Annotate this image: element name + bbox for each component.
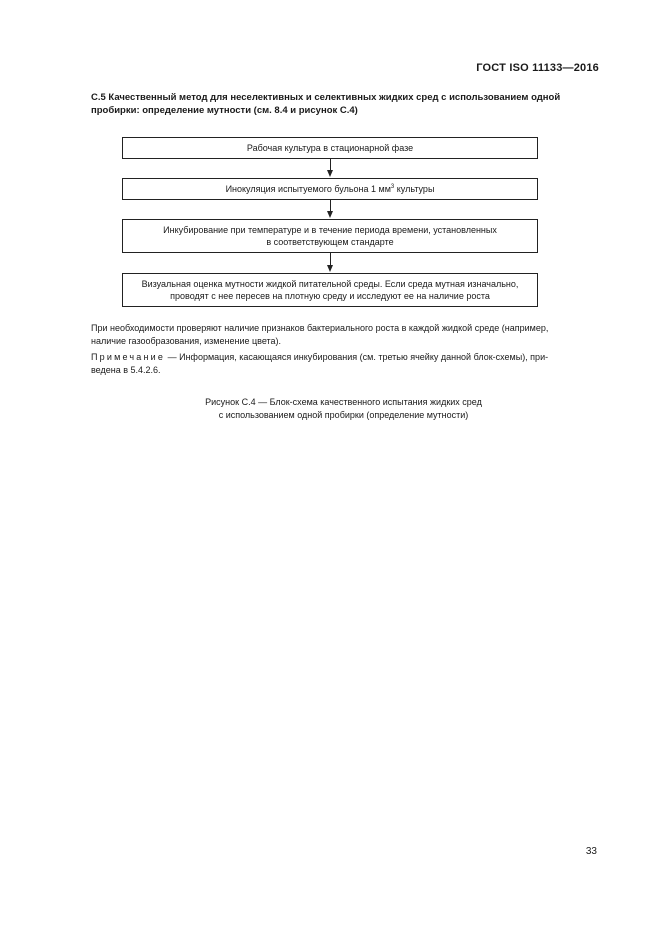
note-paragraph bbox=[91, 351, 596, 377]
note-text-1: — Информация, касающаяся инкубирования (см. третью ячейку данной блок-схемы), при- bbox=[165, 352, 549, 362]
flowchart-step-2-main: Инокуляция испытуемого бульона 1 мм bbox=[225, 184, 391, 194]
body-paragraph-line-2: наличие газообразования, изменение цвета). bbox=[91, 336, 282, 346]
page-number: 33 bbox=[585, 846, 597, 857]
document-code: ГОСТ ISO 11133—2016 bbox=[476, 62, 599, 74]
flowchart-step-2 bbox=[122, 178, 538, 200]
flowchart bbox=[122, 137, 540, 309]
figure-caption bbox=[91, 396, 596, 422]
flowchart-step-2-superscript: 3 bbox=[390, 184, 395, 190]
flowchart-step-1-text: Рабочая культура в стационарной фазе bbox=[246, 143, 414, 153]
flowchart-step-4-line-2: проводят с нее пересев на плотную среду и исследуют ее на наличие роста bbox=[170, 291, 490, 301]
section-title-line-2: пробирки: определение мутности (см. 8.4 и рисунок С.4) bbox=[91, 105, 358, 116]
figure-caption-line-1: Рисунок С.4 — Блок-схема качественного испытания жидких сред bbox=[205, 397, 482, 407]
flowchart-arrowhead-1 bbox=[327, 170, 333, 177]
flowchart-step-2-tail: культуры bbox=[394, 184, 435, 194]
flowchart-arrowhead-3 bbox=[327, 265, 333, 272]
section-title bbox=[91, 91, 596, 117]
flowchart-step-4-line-1: Визуальная оценка мутности жидкой питательной среды. Если среда мутная изначально, bbox=[141, 279, 519, 289]
body-paragraph-line-1: При необходимости проверяют наличие признаков бактериального роста в каждой жидкой среде (например, bbox=[91, 323, 549, 333]
flowchart-step-3 bbox=[122, 219, 538, 253]
note-label: Примечание bbox=[91, 352, 166, 362]
flowchart-step-4 bbox=[122, 273, 538, 307]
section-title-line-1: С.5 Качественный метод для неселективных и селективных жидких сред с использованием одной bbox=[91, 92, 561, 103]
flowchart-arrowhead-2 bbox=[327, 211, 333, 218]
flowchart-step-3-line-2: в соответствующем стандарте bbox=[266, 237, 394, 247]
flowchart-step-1 bbox=[122, 137, 538, 159]
flowchart-step-2-text bbox=[226, 183, 435, 195]
body-paragraph bbox=[91, 322, 596, 348]
note-line-2: ведена в 5.4.2.6. bbox=[91, 365, 161, 375]
note-line-1 bbox=[91, 351, 596, 364]
figure-caption-line-2: с использованием одной пробирки (определение мутности) bbox=[218, 410, 469, 420]
flowchart-step-3-line-1: Инкубирование при температуре и в течение периода времени, установленных bbox=[163, 225, 497, 235]
